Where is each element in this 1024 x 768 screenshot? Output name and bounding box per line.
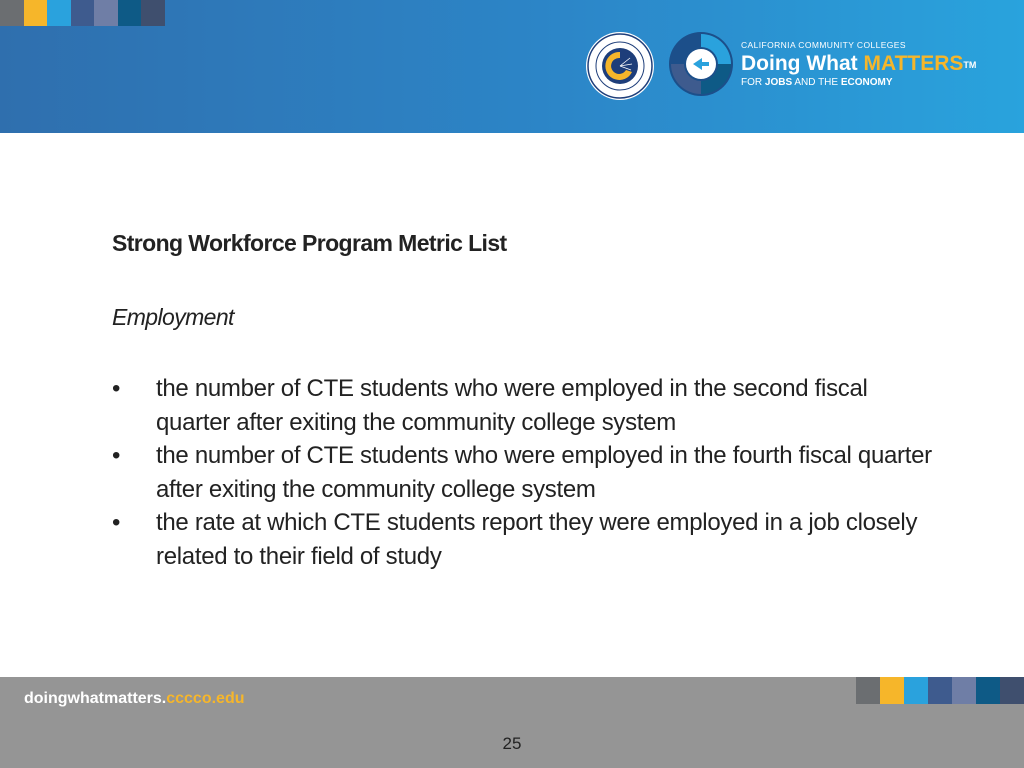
footer-bar xyxy=(0,677,1024,768)
swatch-2 xyxy=(880,677,904,704)
slide-subheading: Employment xyxy=(112,304,234,330)
swatch-3 xyxy=(47,0,71,26)
brand-main-part1: Doing What xyxy=(741,52,864,75)
brand-sub-part2: JOBS xyxy=(764,77,793,88)
swatch-2 xyxy=(24,0,48,26)
doing-what-matters-icon xyxy=(668,31,734,97)
brand-trademark: TM xyxy=(963,60,977,70)
brand-sub-part3: AND THE xyxy=(792,77,841,88)
brand-main-accent: MATTERS xyxy=(863,52,964,75)
bullet-text: the number of CTE students who were employed in the fourth fiscal quarter after exiting the community college system xyxy=(156,442,932,503)
swatch-5 xyxy=(94,0,118,26)
swatch-1 xyxy=(856,677,880,704)
bullet-item xyxy=(112,439,932,506)
bullet-item xyxy=(112,372,932,439)
site-prefix: doingwhatmatters. xyxy=(24,690,167,707)
footer-website-link[interactable] xyxy=(24,690,245,708)
bullet-dot-icon: • xyxy=(112,375,121,402)
bullet-list xyxy=(112,372,932,573)
header-banner xyxy=(0,0,1024,133)
swatch-6 xyxy=(118,0,142,26)
brand-sub-part1: FOR xyxy=(741,77,765,88)
brand-top-line: CALIFORNIA COMMUNITY COLLEGES xyxy=(741,40,906,50)
brand-lockup xyxy=(741,40,976,89)
bullet-dot-icon: • xyxy=(112,442,121,469)
swatch-7 xyxy=(141,0,165,26)
bullet-text: the rate at which CTE students report they were employed in a job closely related to their field of study xyxy=(156,509,918,570)
swatch-3 xyxy=(904,677,928,704)
slide-heading: Strong Workforce Program Metric List xyxy=(112,230,507,256)
slide-content xyxy=(112,226,932,573)
bullet-dot-icon: • xyxy=(112,509,121,536)
college-seal-icon xyxy=(586,32,654,100)
brand-main-line xyxy=(741,51,976,76)
bullet-item xyxy=(112,506,932,573)
color-swatch-strip xyxy=(0,0,165,26)
bullet-text: the number of CTE students who were employed in the second fiscal quarter after exiting the community college system xyxy=(156,375,868,436)
swatch-7 xyxy=(1000,677,1024,704)
brand-sub-line xyxy=(741,76,976,89)
swatch-5 xyxy=(952,677,976,704)
page-number: 25 xyxy=(502,734,522,753)
swatch-1 xyxy=(0,0,24,26)
brand-sub-part4: ECONOMY xyxy=(840,77,893,88)
swatch-4 xyxy=(928,677,952,704)
swatch-4 xyxy=(71,0,95,26)
footer-swatch-strip xyxy=(856,677,1024,704)
swatch-6 xyxy=(976,677,1000,704)
site-domain: cccco.edu xyxy=(166,690,245,707)
